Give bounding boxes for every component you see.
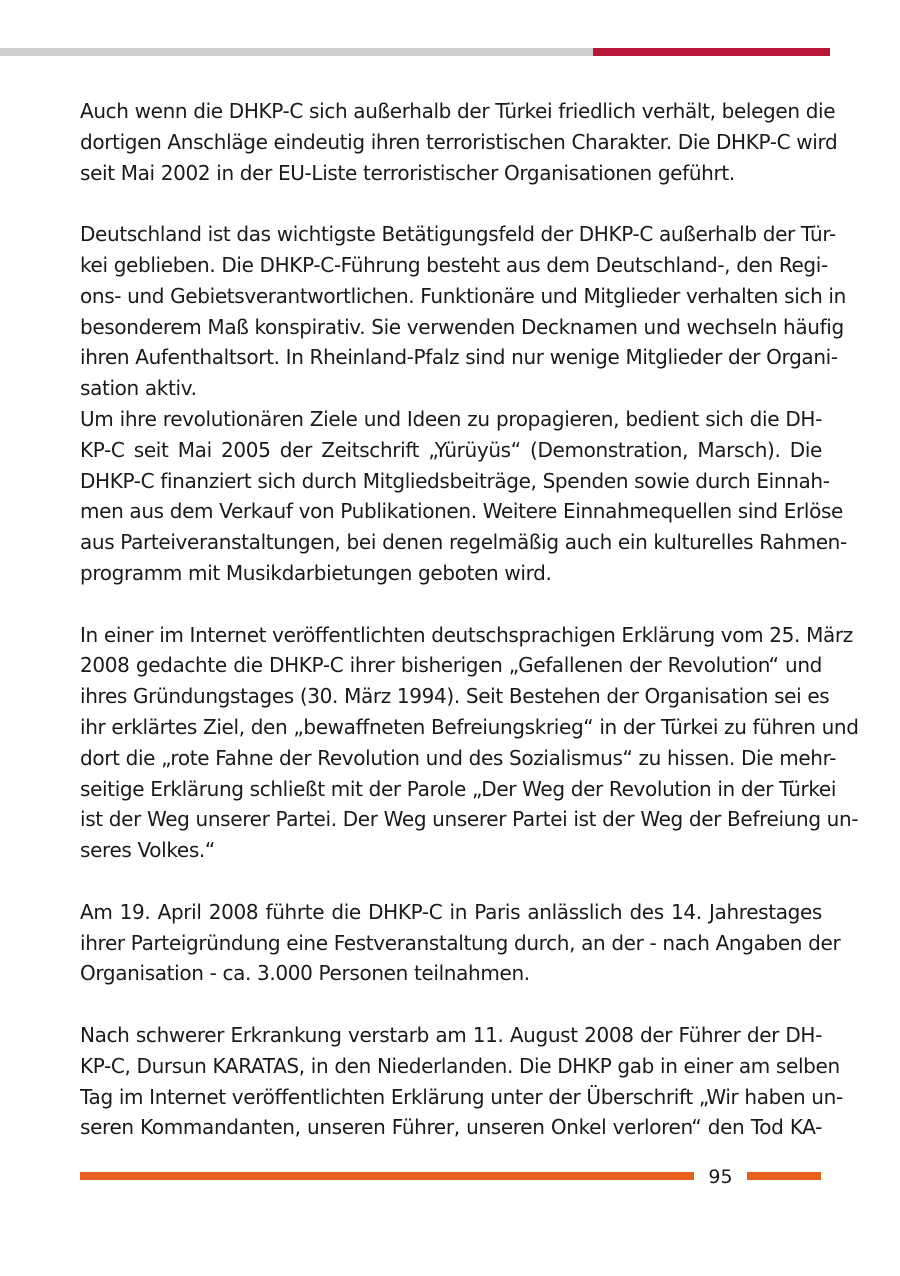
text-line: Deutschland ist das wichtigste Betätigungsfeld der DHKP-C außerhalb der Tür- — [80, 222, 836, 247]
text-line: kei geblieben. Die DHKP-C-Führung besteht aus dem Deutschland-, den Regi- — [80, 252, 828, 277]
text-line: aus Parteiveranstaltungen, bei denen regelmäßig auch ein kulturelles Rahmen- — [80, 530, 847, 555]
header-rule-accent — [593, 48, 830, 56]
text-line: sation aktiv. — [80, 376, 197, 401]
paragraph — [80, 219, 846, 404]
paragraph — [80, 1020, 843, 1143]
text-line: seitige Erklärung schließt mit der Parole „Der Weg der Revolution in der Türkei — [80, 776, 837, 801]
paragraph — [80, 404, 847, 589]
paragraph-spacer — [80, 589, 822, 620]
footer-rule-end — [747, 1172, 821, 1180]
paragraph-spacer — [80, 989, 822, 1020]
text-line: Organisation - ca. 3.000 Personen teilnahmen. — [80, 961, 530, 986]
text-line: seres Volkes.“ — [80, 838, 215, 863]
text-line: dort die „rote Fahne der Revolution und des Sozialismus“ zu hissen. Die mehr- — [80, 745, 837, 770]
paragraph — [80, 897, 841, 989]
text-line: programm mit Musikdarbietungen geboten wird. — [80, 560, 552, 585]
text-line: ihres Gründungstages (30. März 1994). Seit Bestehen der Organisation sei es — [80, 684, 830, 709]
footer-rule — [80, 1172, 694, 1180]
paragraph — [80, 620, 859, 866]
text-line: seren Kommandanten, unseren Führer, unseren Onkel verloren“ den Tod KA- — [80, 1115, 822, 1140]
text-line: ihren Aufenthaltsort. In Rheinland-Pfalz sind nur wenige Mitglieder der Organi- — [80, 345, 838, 370]
text-line: ons- und Gebietsverantwortlichen. Funktionäre und Mitglieder verhalten sich in — [80, 283, 846, 308]
paragraph — [80, 96, 838, 188]
text-line: In einer im Internet veröffentlichten deutschsprachigen Erklärung vom 25. März — [80, 622, 853, 647]
text-line: Am 19. April 2008 führte die DHKP-C in Paris anlässlich des 14. Jahrestages — [80, 899, 822, 924]
paragraph-spacer — [80, 866, 822, 897]
text-line: seit Mai 2002 in der EU-Liste terroristischer Organisationen geführt. — [80, 160, 735, 185]
text-line: Um ihre revolutionären Ziele und Ideen zu propagieren, bedient sich die DH- — [80, 406, 822, 431]
text-line: ihr erklärtes Ziel, den „bewaffneten Befreiungskrieg“ in der Türkei zu führen und — [80, 714, 859, 739]
text-line: men aus dem Verkauf von Publikationen. Weitere Einnahmequellen sind Erlöse — [80, 499, 844, 524]
page-number: 95 — [708, 1166, 733, 1188]
text-line: ist der Weg unserer Partei. Der Weg unserer Partei ist der Weg der Befreiung un- — [80, 807, 859, 832]
paragraph-spacer — [80, 188, 822, 219]
text-line: DHKP-C finanziert sich durch Mitgliedsbeiträge, Spenden sowie durch Einnah- — [80, 468, 830, 493]
text-line: KP-C, Dursun KARATAS, in den Niederlanden. Die DHKP gab in einer am selben — [80, 1053, 840, 1078]
text-line: dortigen Anschläge eindeutig ihren terroristischen Charakter. Die DHKP-C wird — [80, 129, 838, 154]
body-text — [80, 96, 859, 1143]
header-rule-gray — [0, 48, 593, 56]
text-line: KP-C seit Mai 2005 der Zeitschrift „Yürüyüs“ (Demonstration, Marsch). Die — [80, 437, 822, 462]
text-line: Auch wenn die DHKP-C sich außerhalb der Türkei friedlich verhält, belegen die — [80, 99, 836, 123]
text-line: ihrer Parteigründung eine Festveranstaltung durch, an der - nach Angaben der — [80, 930, 841, 955]
text-line: Tag im Internet veröffentlichten Erklärung unter der Überschrift „Wir haben un- — [80, 1084, 843, 1109]
text-line: besonderem Maß konspirativ. Sie verwenden Decknamen und wechseln häufig — [80, 314, 844, 339]
text-line: Nach schwerer Erkrankung verstarb am 11. August 2008 der Führer der DH- — [80, 1022, 822, 1047]
text-line: 2008 gedachte die DHKP-C ihrer bisherigen „Gefallenen der Revolution“ und — [80, 653, 822, 678]
